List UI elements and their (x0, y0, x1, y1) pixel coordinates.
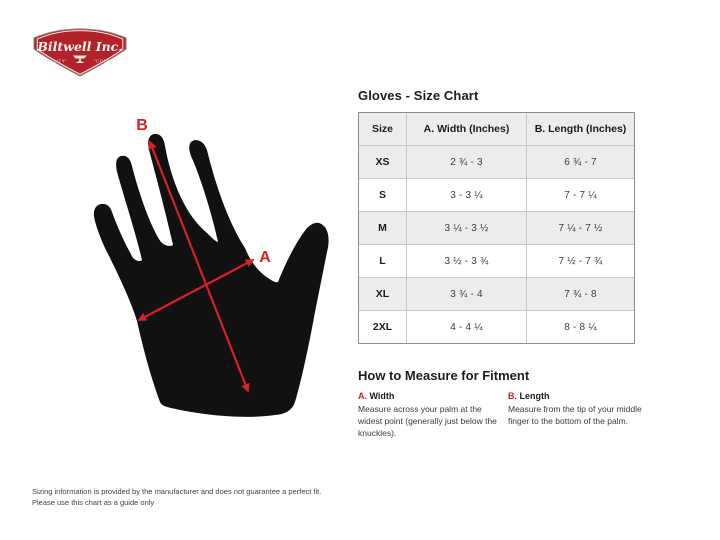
measure-item-length (508, 391, 658, 440)
logo-brand-text: Biltwell Inc. (37, 39, 123, 54)
measure-width-text: Measure across your palm at the widest point (generally just below the knuckles). (358, 404, 497, 438)
length-value: 8 - 8 ¼ (527, 311, 635, 344)
length-value: 6 ¾ - 7 (527, 146, 635, 179)
size-chart-table (358, 112, 635, 344)
measure-key-a: A. (358, 391, 367, 401)
width-value: 3 ½ - 3 ¾ (407, 245, 527, 278)
width-value: 4 - 4 ¼ (407, 311, 527, 344)
table-row-m (359, 212, 635, 245)
measure-key-b: B. (508, 391, 517, 401)
column-header-length: B. Length (Inches) (527, 113, 635, 146)
measure-width-heading (358, 391, 498, 401)
footer-disclaimer (32, 486, 321, 509)
table-row-2xl (359, 311, 635, 344)
disclaimer-line-1: Sizing information is provided by the manufacturer and does not guarantee a perfect fit. (32, 487, 322, 496)
hand-silhouette (94, 134, 329, 417)
hand-measurement-diagram (55, 100, 345, 440)
width-value: 3 ¼ - 3 ½ (407, 212, 527, 245)
measure-label-length: Length (519, 391, 550, 401)
length-value: 7 ¼ - 7 ½ (527, 212, 635, 245)
diagram-label-a: A (259, 249, 271, 266)
column-header-width: A. Width (Inches) (407, 113, 527, 146)
logo-tagline-counts: "COUNTS" (93, 58, 121, 64)
width-value: 3 - 3 ¼ (407, 179, 527, 212)
length-value: 7 ¾ - 8 (527, 278, 635, 311)
disclaimer-line-2: Please use this chart as a guide only (32, 498, 155, 508)
measure-section-title: How to Measure for Fitment (358, 368, 530, 383)
size-label: S (359, 179, 407, 212)
table-header-row (359, 113, 635, 146)
size-chart-title: Gloves - Size Chart (358, 88, 479, 103)
length-value: 7 - 7 ¼ (527, 179, 635, 212)
table-row-xs (359, 146, 635, 179)
measure-item-width (358, 391, 498, 440)
size-label: L (359, 245, 407, 278)
logo-tagline-quality: "QUALITY" (40, 58, 68, 64)
size-label: XS (359, 146, 407, 179)
measure-length-heading (508, 391, 658, 401)
column-header-size: Size (359, 113, 407, 146)
width-value: 2 ¾ - 3 (407, 146, 527, 179)
measure-label-width: Width (369, 391, 395, 401)
length-value: 7 ½ - 7 ¾ (527, 245, 635, 278)
size-label: M (359, 212, 407, 245)
table-row-xl (359, 278, 635, 311)
measure-columns (358, 391, 658, 440)
width-value: 3 ¾ - 4 (407, 278, 527, 311)
size-label: 2XL (359, 311, 407, 344)
size-label: XL (359, 278, 407, 311)
diagram-label-b: B (136, 117, 148, 134)
table-row-s (359, 179, 635, 212)
measure-length-text: Measure from the tip of your middle finger to the bottom of the palm. (508, 404, 642, 426)
brand-logo (28, 26, 132, 78)
table-row-l (359, 245, 635, 278)
